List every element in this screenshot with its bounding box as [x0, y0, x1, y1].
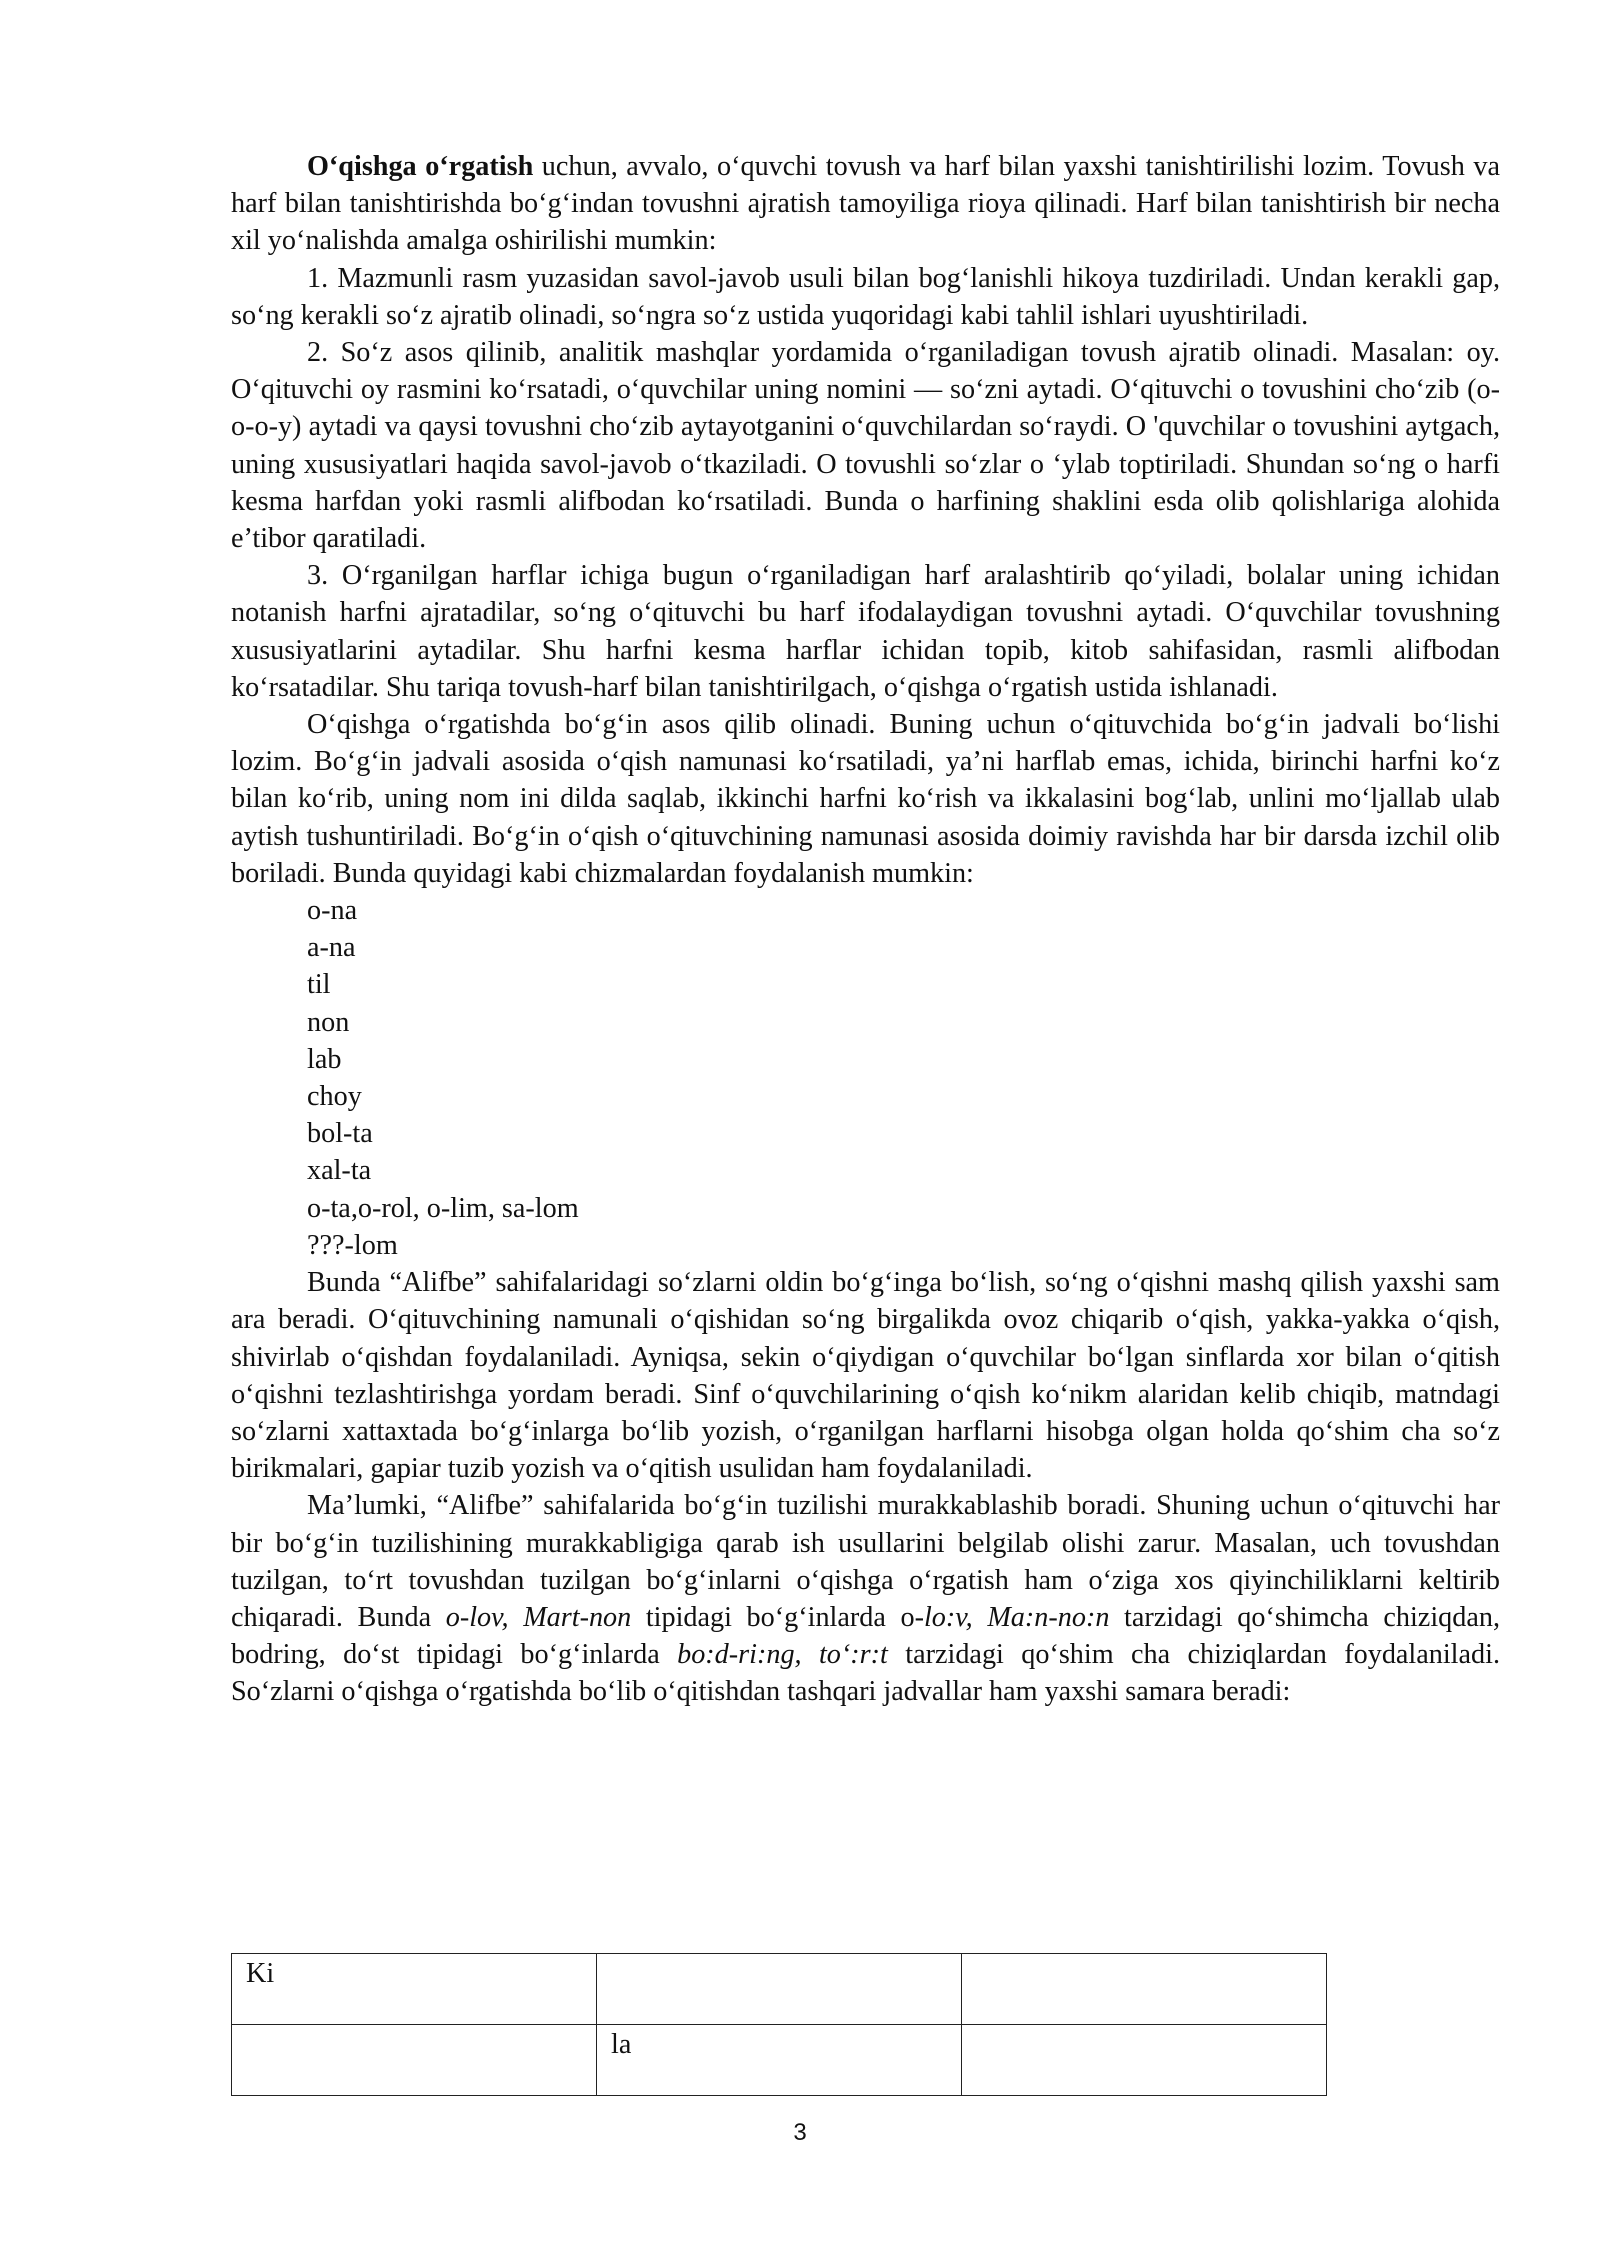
list-item: til — [307, 969, 331, 1001]
text-run: tarzidagi qo‘shim cha chiziqlardan foydalaniladi. So‘zlarni o‘qishga o‘rgatishda bo‘lib o‘qitishdan tashqari jadvallar ham yaxshi samara beradi: — [231, 1639, 1500, 1708]
table-cell — [962, 2025, 1327, 2096]
paragraph-syllable-structure — [231, 1487, 1500, 1710]
page-number: 3 — [793, 2119, 807, 2146]
document-body — [231, 148, 1500, 1711]
list-item: ???-lom — [307, 1229, 398, 1261]
list-item: lab — [307, 1043, 342, 1075]
text-run: Ma’lumki, “Alifbe” sahifalarida bo‘g‘in tuzilishi murakkablashib boradi. Shuning uchun o‘qituvchi har bir bo‘g‘in tuzilishining murakkabligiga qarab ish usullarini belgilab olishi zarur. Masalan, uch tovushdan tuzilgan, to‘rt tovushdan tuzilgan bo‘g‘inlarni o‘qishga o‘rgatish ham o‘ziga xos qiyinchiliklarni keltirib chiqaradi. Bunda — [231, 1490, 1500, 1633]
table-cell: Ki — [232, 1954, 597, 2025]
paragraph-method-2: 2. So‘z asos qilinib, analitik mashqlar yordamida o‘rganiladigan tovush ajratib olinadi. Masalan: oy. O‘qituvchi oy rasmini ko‘rsatadi, o‘quvchilar uning nomini — so‘zni aytadi. O‘qituvchi o tovushini cho‘zib (o-o-o-y) aytadi va qaysi tovushni cho‘zib aytayotganini o‘quvchilardan so‘raydi. O 'quvchilar o tovushini aytgach, uning xususiyatlari haqida savol-javob o‘tkaziladi. O tovushli so‘zlar o ‘ylab toptiriladi. Shundan so‘ng o harfi kesma harfdan yoki rasmli alifbodan ko‘rsatiladi. Bunda o harfining shaklini esda olib qolishlariga alohida e’tibor qaratiladi. — [231, 337, 1500, 555]
paragraph-alifbe-practice: Bunda “Alifbe” sahifalaridagi so‘zlarni oldin bo‘g‘inga bo‘lish, so‘ng o‘qishni mashq qilish yaxshi sam ara beradi. O‘qituvchining namunali o‘qishidan so‘ng birgalikda ovoz chiqarib o‘qish, yakka-yakka o‘qish, shivirlab o‘qishdan foydalaniladi. Ayniqsa, sekin o‘qiydigan o‘quvchilar bo‘lgan sinflarda xor bilan o‘qitish o‘qishni tezlashtirishga yordam beradi. Sinf o‘quvchilarining o‘qish ko‘nikm alaridan kelib chiqib, matndagi so‘zlarni xattaxtada bo‘g‘inlarga bo‘lib yozish, o‘rganilgan harflarni hisobga olgan holda qo‘shim cha so‘z birikmalari, gapiar tuzib yozish va o‘qitish usulidan ham foydalaniladi. — [231, 1267, 1500, 1485]
text-run: tipidagi bo‘g‘inlarda o- — [631, 1601, 924, 1633]
table-cell — [597, 1954, 962, 2025]
text-run: tarzidagi qo‘shimcha chiziqdan, bodring, do‘st tipidagi bo‘g‘inlarda — [231, 1601, 1500, 1671]
list-item: bol-ta — [307, 1118, 373, 1150]
paragraph-intro-text: uchun, avvalo, o‘quvchi tovush va harf bilan yaxshi tanishtirilishi lozim. Tovush va harf bilan tanishtirishda bo‘g‘indan tovushni ajratish tamoyiliga rioya qilinadi. Harf bilan tanishtirish bir necha xil yo‘nalishda amalga oshirilishi mumkin: — [231, 151, 1500, 257]
italic-example: lo:v, Ma:n-no:n — [923, 1601, 1110, 1633]
list-item: choy — [307, 1081, 362, 1113]
syllable-list — [231, 892, 1500, 1264]
paragraph-intro — [231, 148, 1500, 260]
table-row — [232, 2025, 1327, 2096]
paragraph-syllable-reading: O‘qishga o‘rgatishda bo‘g‘in asos qilib olinadi. Buning uchun o‘qituvchida bo‘g‘in jadvali bo‘lishi lozim. Bo‘g‘in jadvali asosida o‘qish namunasi ko‘rsatiladi, ya’ni harflab emas, ichida, birinchi harfni ko‘z bilan ko‘rib, uning nom ini dilda saqlab, ikkinchi harfni ko‘rish va ikkalasini bog‘lab, unlini mo‘ljallab ulab aytish tushuntiriladi. Bo‘g‘in o‘qish o‘qituvchining namunasi asosida doimiy ravishda har bir darsda izchil olib boriladi. Bunda quyidagi kabi chizmalardan foydalanish mumkin: — [231, 709, 1500, 889]
bold-term: O‘qishga o‘rgatish — [307, 151, 534, 182]
list-item: o-ta,o-rol, o-lim, sa-lom — [307, 1192, 579, 1224]
italic-example: bo:d-ri:ng, to‘:r:t — [677, 1639, 888, 1671]
paragraph-method-3: 3. O‘rganilgan harflar ichiga bugun o‘rganiladigan harf aralashtirib qo‘yiladi, bolalar uning ichidan notanish harfni ajratadilar, so‘ng o‘qituvchi bu harf ifodalaydigan tovushni aytadi. O‘quvchilar tovushning xususiyatlarini aytadilar. Shu harfni kesma harflar ichidan topib, kitob sahifasidan, rasmli alifbodan ko‘rsatadilar. Shu tariqa tovush-harf bilan tanishtirilgach, o‘qishga o‘rgatish ustida ishlanadi. — [231, 560, 1500, 703]
table-cell — [232, 2025, 597, 2096]
table-cell — [962, 1954, 1327, 2025]
italic-example: o-lov, Mart-non — [445, 1601, 632, 1633]
syllable-table — [231, 1953, 1327, 2096]
list-item: a-na — [307, 932, 356, 964]
list-item: xal-ta — [307, 1155, 372, 1187]
table-row — [232, 1954, 1327, 2025]
paragraph-method-1: 1. Mazmunli rasm yuzasidan savol-javob usuli bilan bog‘lanishli hikoya tuzdiriladi. Undan kerakli gap, so‘ng kerakli so‘z ajratib olinadi, so‘ngra so‘z ustida yuqoridagi kabi tahlil ishlari uyushtiriladi. — [231, 262, 1500, 331]
table-cell: la — [597, 2025, 962, 2096]
list-item: non — [307, 1006, 350, 1038]
list-item: o-na — [307, 895, 358, 927]
